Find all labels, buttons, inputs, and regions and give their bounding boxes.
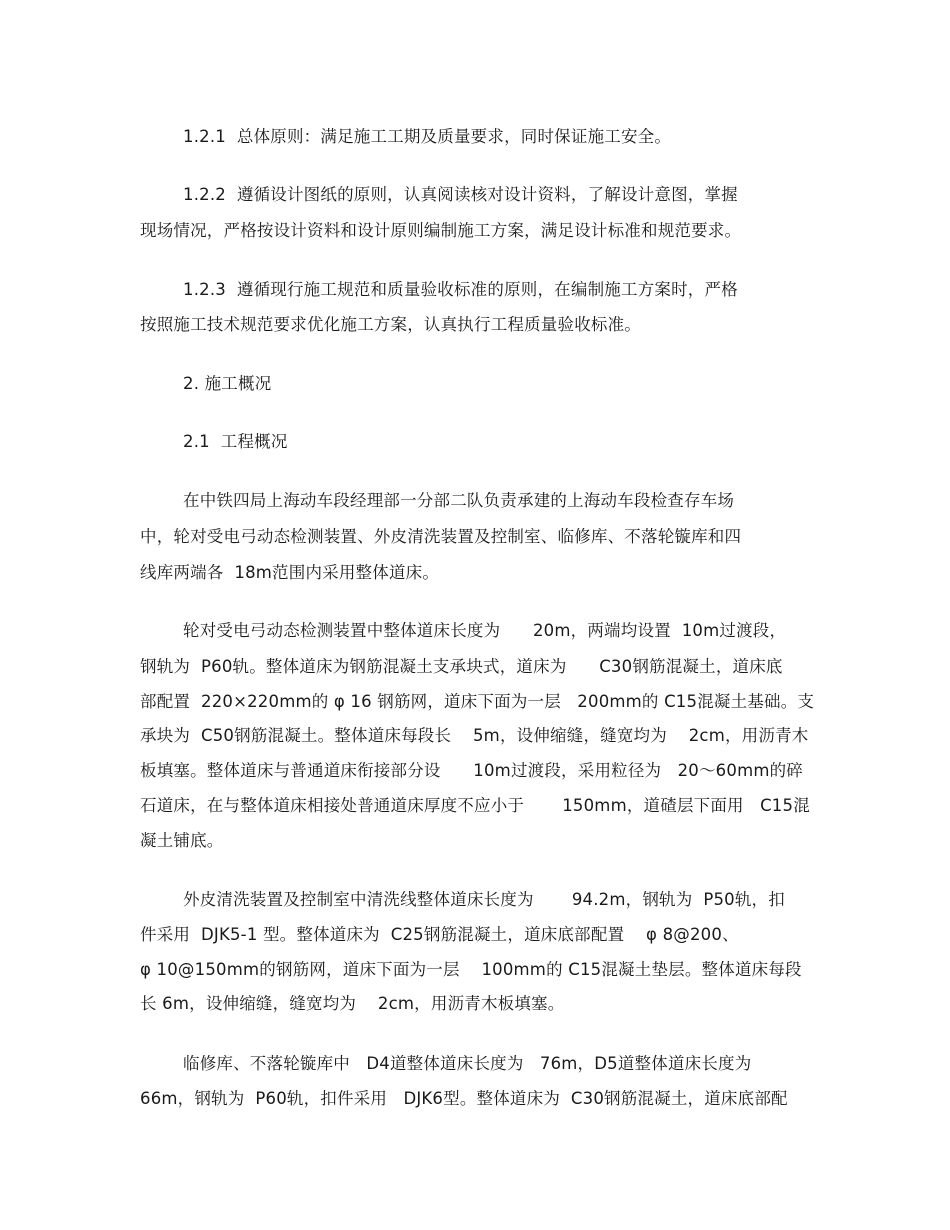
paragraph-9-line-2: 66m，钢轨为 P60轨，扣件采用 DJK6型。整体道床为 C30钢筋混凝土，道床底部配 (140, 1089, 788, 1108)
paragraph-7-line-7: 凝土铺底。 (140, 831, 224, 850)
paragraph-6-line-2: 中，轮对受电弓动态检测装置、外皮清洗装置及控制室、临修库、不落轮镟库和四 (140, 527, 742, 546)
paragraph-1-line-1: 1.2.1 总体原则：满足施工工期及质量要求，同时保证施工安全。 (183, 127, 672, 146)
paragraph-7-line-1: 轮对受电弓动态检测装置中整体道床长度为 20m，两端均设置 10m过渡段， (183, 621, 787, 640)
paragraph-3-line-1: 1.2.3 遵循现行施工规范和质量验收标准的原则，在编制施工方案时，严格 (183, 280, 738, 299)
paragraph-8-line-4: 长 6m，设伸缩缝，缝宽均为 2cm，用沥青木板填塞。 (140, 994, 565, 1013)
paragraph-7-line-2: 钢轨为 P60轨。整体道床为钢筋混凝土支承块式，道床为 C30钢筋混凝土，道床底 (140, 657, 783, 676)
section-heading: 2. 施工概况 (183, 374, 272, 393)
paragraph-9-line-1: 临修库、不落轮镟库中 D4道整体道床长度为 76m，D5道整体道床长度为 (183, 1054, 752, 1073)
paragraph-7-line-5: 板填塞。整体道床与普通道床衔接部分设 10m过渡段，采用粒径为 20～60mm的碎 (140, 761, 804, 780)
paragraph-3-line-2: 按照施工技术规范要求优化施工方案，认真执行工程质量验收标准。 (140, 315, 641, 334)
paragraph-7-line-4: 承块为 C50钢筋混凝土。整体道床每段长 5m，设伸缩缝，缝宽均为 2cm，用沥青木 (140, 726, 809, 745)
paragraph-8-line-1: 外皮清洗装置及控制室中清洗线整体道床长度为 94.2m，钢轨为 P50轨，扣 (183, 890, 785, 909)
paragraph-2-line-1: 1.2.2 遵循设计图纸的原则，认真阅读核对设计资料，了解设计意图，掌握 (183, 185, 738, 204)
paragraph-6-line-3: 线库两端各 18m范围内采用整体道床。 (140, 563, 440, 582)
paragraph-2-line-2: 现场情况，严格按设计资料和设计原则编制施工方案，满足设计标准和规范要求。 (140, 221, 742, 240)
subsection-heading: 2.1 工程概况 (183, 432, 288, 451)
paragraph-7-line-6: 石道床，在与整体道床相接处普通道床厚度不应小于 150mm，道碴层下面用 C15混 (140, 796, 810, 815)
paragraph-8-line-3: φ 10@150mm的钢筋网，道床下面为一层 100mm的 C15混凝土垫层。整体道床每段 (140, 960, 802, 979)
paragraph-8-line-2: 件采用 DJK5-1 型。整体道床为 C25钢筋混凝土，道床底部配置 φ 8@200、 (140, 925, 739, 944)
paragraph-7-line-3: 部配置 220×220mm的 φ 16 钢筋网，道床下面为一层 200mm的 C15混凝土基础。支 (140, 692, 815, 711)
paragraph-6-line-1: 在中铁四局上海动车段经理部一分部二队负责承建的上海动车段检查存车场 (183, 491, 735, 510)
